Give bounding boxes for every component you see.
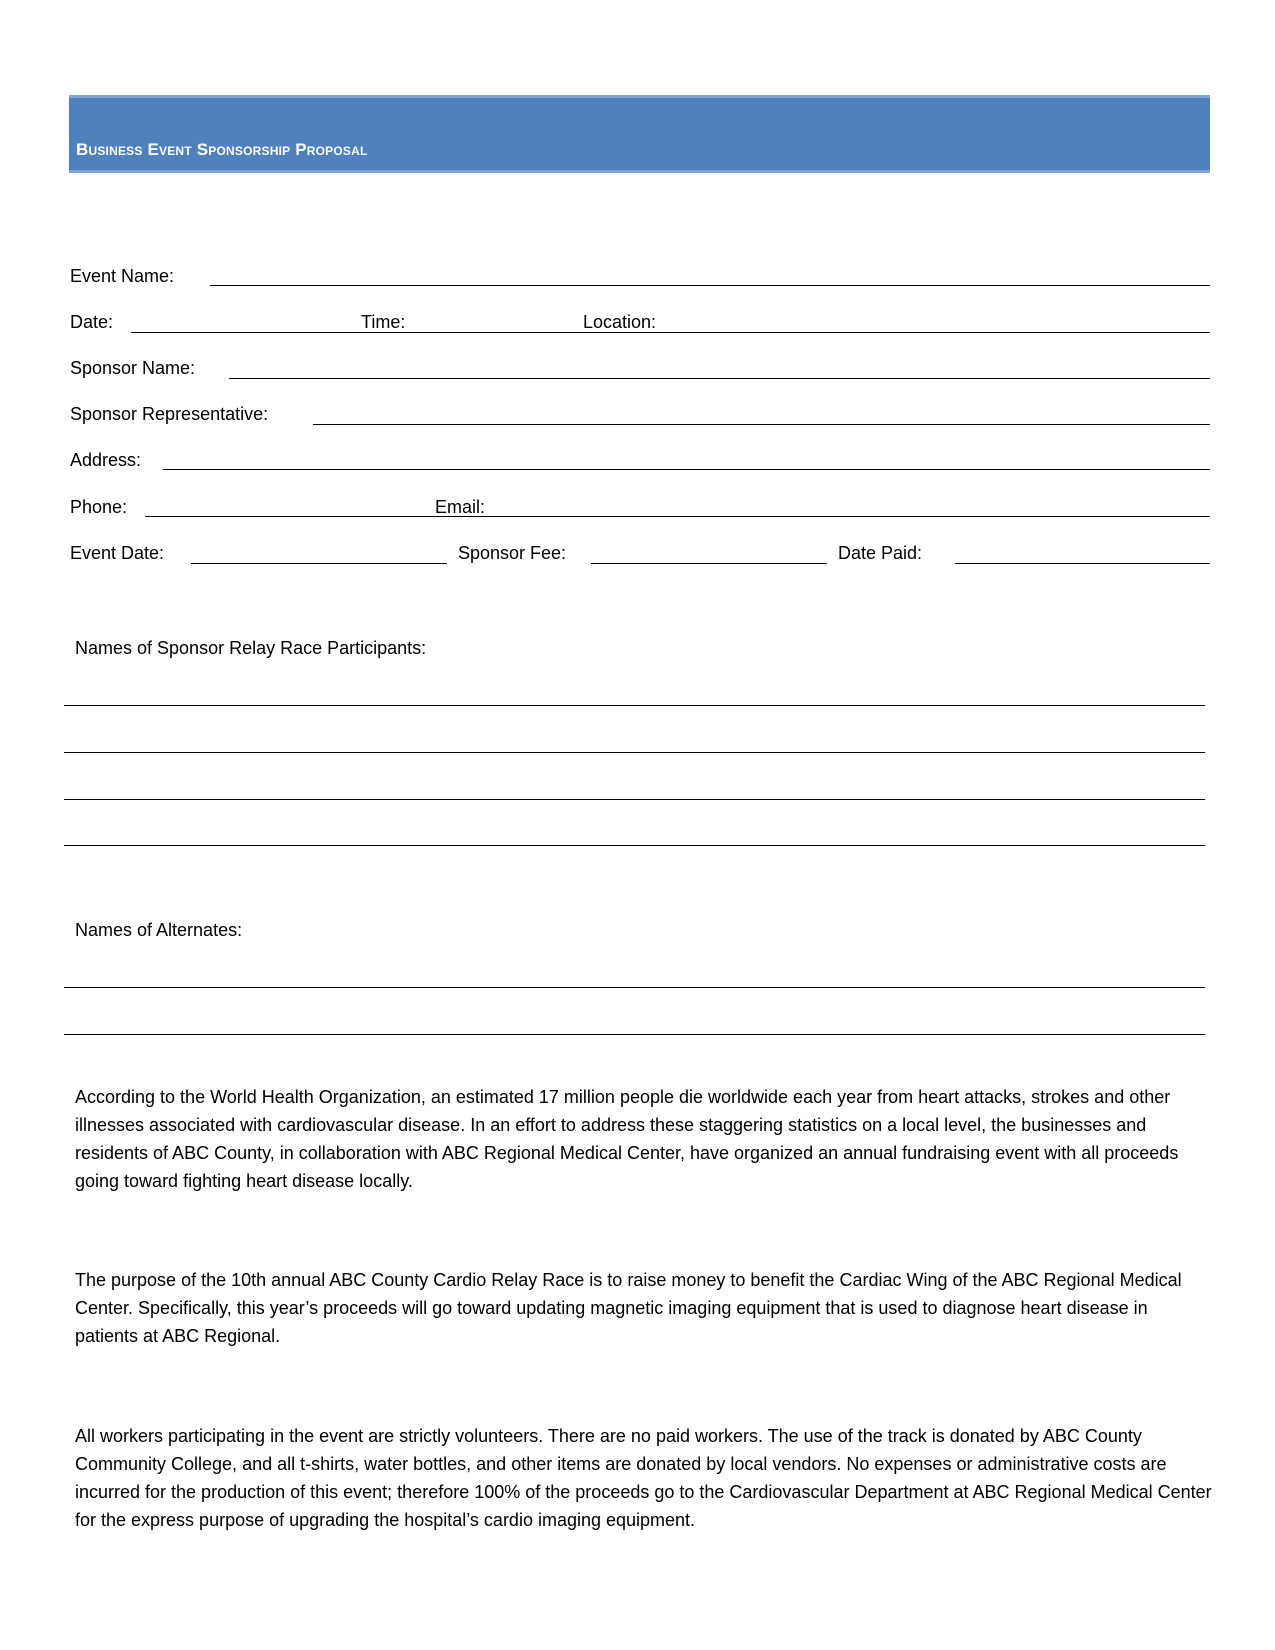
phone-label: Phone: (70, 497, 128, 517)
document-title: Business Event Sponsorship Proposal (76, 140, 368, 159)
date-paid-field[interactable] (955, 563, 1210, 564)
sponsor-name-label: Sponsor Name: (70, 358, 196, 378)
paragraph-who-statistics: According to the World Health Organization, an estimated 17 million people die worldwide each year from heart attacks, strokes and other illnesses associated with cardiovascular disease. In an effort to address these staggering statistics on a local level, the businesses and residents of ABC County, in collaboration with ABC Regional Medical Center, have organized an annual fundraising event with all proceeds going toward fighting heart disease locally. (75, 1087, 1179, 1191)
time-label: Time: (361, 312, 406, 332)
date-paid-label: Date Paid: (838, 543, 923, 563)
participants-label: Names of Sponsor Relay Race Participants: (75, 638, 427, 658)
event-name-label: Event Name: (70, 266, 175, 286)
event-date-field[interactable] (191, 563, 447, 564)
sponsor-representative-field[interactable] (313, 424, 1210, 425)
address-field[interactable] (163, 469, 1210, 470)
address-label: Address: (70, 450, 142, 470)
phone-email-field[interactable] (145, 516, 1210, 517)
paragraph-volunteers: All workers participating in the event are strictly volunteers. There are no paid workers. The use of the track is donated by ABC County Community College, and all t-shirts, water bottles, and other items are donated by local vendors. No expenses or administrative costs are incurred for the production of this event; therefore 100% of the proceeds go to the Cardiovascular Department at ABC Regional Medical Center for the express purpose of upgrading the hospital’s cardio imaging equipment. (75, 1426, 1212, 1530)
alternate-line[interactable] (64, 1034, 1205, 1035)
paragraph-purpose: The purpose of the 10th annual ABC County Cardio Relay Race is to raise money to benefit the Cardiac Wing of the ABC Regional Medical Center. Specifically, this year’s proceeds will go toward updating magnetic imaging equipment that is used to diagnose heart disease in patients at ABC Regional. (75, 1270, 1182, 1346)
email-label: Email: (435, 497, 486, 517)
sponsor-name-field[interactable] (229, 378, 1210, 379)
date-label: Date: (70, 312, 114, 332)
event-date-label: Event Date: (70, 543, 165, 563)
participant-line[interactable] (64, 799, 1205, 800)
participant-line[interactable] (64, 752, 1205, 753)
alternates-label: Names of Alternates: (75, 920, 243, 940)
header-banner (69, 95, 1210, 173)
alternate-line[interactable] (64, 987, 1205, 988)
event-name-field[interactable] (210, 285, 1210, 286)
sponsor-fee-field[interactable] (591, 563, 827, 564)
date-time-location-field[interactable] (131, 332, 1210, 333)
sponsor-representative-label: Sponsor Representative: (70, 404, 269, 424)
participant-line[interactable] (64, 845, 1205, 846)
participant-line[interactable] (64, 705, 1205, 706)
sponsor-fee-label: Sponsor Fee: (458, 543, 567, 563)
location-label: Location: (583, 312, 657, 332)
